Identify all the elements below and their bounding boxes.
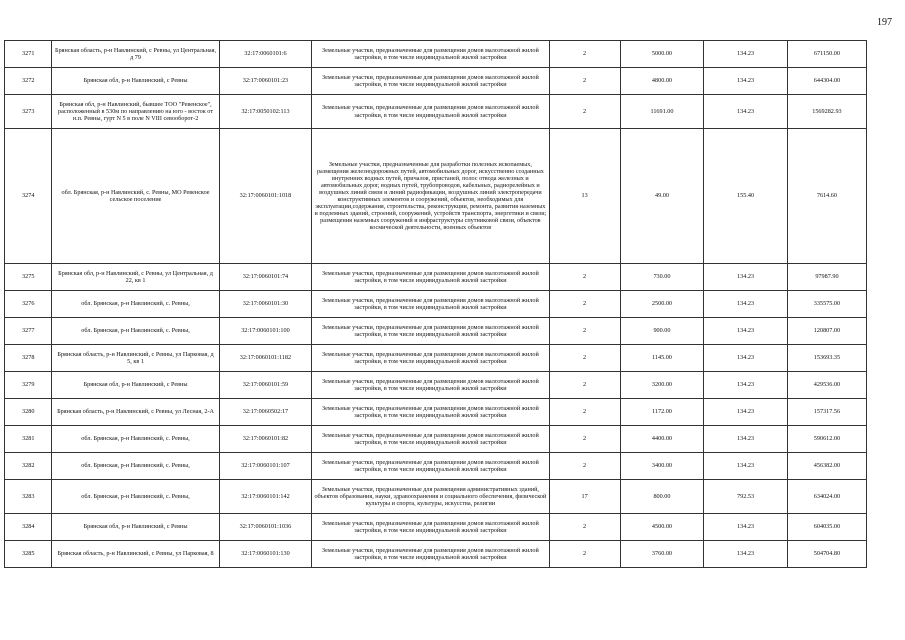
cadastral-number-cell: 32:17:0060101:107	[219, 453, 312, 480]
address-cell: Брянская область, р-н Навлинский, с Ревны, ул Лесная, 2-А	[52, 399, 219, 426]
row-number: 3281	[5, 426, 52, 453]
address-cell: Брянская область, р-н Навлинский, с Ревны, ул Парковая, 8	[52, 541, 219, 568]
area-cell: 3760.00	[620, 541, 704, 568]
land-use-cell: Земельные участки, предназначенные для размещения домов малоэтажной жилой застройки, в том числе индивидуальной жилой застройки	[312, 541, 549, 568]
use-code-cell: 2	[549, 514, 620, 541]
land-use-cell: Земельные участки, предназначенные для размещения домов малоэтажной жилой застройки, в том числе индивидуальной жилой застройки	[312, 264, 549, 291]
table-row	[5, 318, 867, 345]
address-cell: обл. Брянская, р-н Навлинский, с. Ревны,	[52, 480, 219, 514]
row-number: 3280	[5, 399, 52, 426]
cadastral-value-cell: 97987.90	[787, 264, 866, 291]
cadastral-number-cell: 32:17:0060101:30	[219, 291, 312, 318]
land-use-cell: Земельные участки, предназначенные для разработки полезных ископаемых, размещения железнодорожных путей, автомобильных дорог, искусственно созданных внутренних водных путей, причалов, пристаней, полос отвода железных и автомобильных дорог, водных путей, трубопроводов, кабельных, радиорелейных и воздушных линий связи и линий радиофикации, воздушных линий электропередачи конструктивных элементов и сооружений, объектов, необходимых для эксплуатации,содержания, строительства, реконструкции, ремонта, развития наземных и подземных зданий, строений, сооружений, устройств транспорта, энергетики и связи; размещения наземных сооружений и инфраструктуры спутниковой связи, объектов космической деятельности, военных объектов	[312, 129, 549, 264]
area-cell: 4800.00	[620, 68, 704, 95]
area-cell: 3200.00	[620, 372, 704, 399]
land-use-cell: Земельные участки, предназначенные для размещения домов малоэтажной жилой застройки, в том числе индивидуальной жилой застройки	[312, 426, 549, 453]
row-number: 3276	[5, 291, 52, 318]
area-cell: 5000.00	[620, 41, 704, 68]
table-row	[5, 264, 867, 291]
land-use-cell: Земельные участки, предназначенные для размещения домов малоэтажной жилой застройки, в том числе индивидуальной жилой застройки	[312, 318, 549, 345]
address-cell: Брянская обл, р-н Навлинский, с Ревны	[52, 372, 219, 399]
rate-cell: 134.23	[704, 426, 788, 453]
use-code-cell: 2	[549, 95, 620, 129]
land-use-cell: Земельные участки, предназначенные для размещения домов малоэтажной жилой застройки, в том числе индивидуальной жилой застройки	[312, 399, 549, 426]
row-number: 3282	[5, 453, 52, 480]
use-code-cell: 2	[549, 264, 620, 291]
use-code-cell: 17	[549, 480, 620, 514]
address-cell: обл. Брянская, р-н Навлинский, с. Ревны,	[52, 453, 219, 480]
address-cell: обл. Брянская, р-н Навлинский, с. Ревны,	[52, 318, 219, 345]
cadastral-value-cell: 671150.00	[787, 41, 866, 68]
cadastral-value-cell: 504704.80	[787, 541, 866, 568]
cadastral-value-cell: 335575.00	[787, 291, 866, 318]
rate-cell: 134.23	[704, 372, 788, 399]
row-number: 3283	[5, 480, 52, 514]
table-row	[5, 453, 867, 480]
rate-cell: 134.23	[704, 264, 788, 291]
cadastral-value-cell: 644304.00	[787, 68, 866, 95]
use-code-cell: 2	[549, 345, 620, 372]
rate-cell: 134.23	[704, 453, 788, 480]
rate-cell: 155.40	[704, 129, 788, 264]
table-row	[5, 345, 867, 372]
rate-cell: 792.53	[704, 480, 788, 514]
table-row	[5, 372, 867, 399]
rate-cell: 134.23	[704, 68, 788, 95]
area-cell: 4400.00	[620, 426, 704, 453]
rate-cell: 134.23	[704, 291, 788, 318]
use-code-cell: 2	[549, 68, 620, 95]
row-number: 3279	[5, 372, 52, 399]
land-use-cell: Земельные участки, предназначенные для размещения административных зданий, объектов образования, науки, здравоохранения и социального обеспечения, физической культуры и спорта, культуры, искусства, религии	[312, 480, 549, 514]
use-code-cell: 2	[549, 541, 620, 568]
cadastral-value-cell: 634024.00	[787, 480, 866, 514]
table-row	[5, 68, 867, 95]
row-number: 3285	[5, 541, 52, 568]
use-code-cell: 2	[549, 291, 620, 318]
land-use-cell: Земельные участки, предназначенные для размещения домов малоэтажной жилой застройки, в том числе индивидуальной жилой застройки	[312, 514, 549, 541]
address-cell: Брянская область, р-н Навлинский, с Ревны, ул Парковая, д 5, кв 1	[52, 345, 219, 372]
cadastral-number-cell: 32:17:0060101:6	[219, 41, 312, 68]
cadastral-value-cell: 7614.60	[787, 129, 866, 264]
table-body	[5, 41, 867, 568]
land-use-cell: Земельные участки, предназначенные для размещения домов малоэтажной жилой застройки, в том числе индивидуальной жилой застройки	[312, 41, 549, 68]
area-cell: 900.00	[620, 318, 704, 345]
cadastral-value-cell: 120807.00	[787, 318, 866, 345]
use-code-cell: 13	[549, 129, 620, 264]
table-row	[5, 95, 867, 129]
cadastral-number-cell: 32:17:0060101:74	[219, 264, 312, 291]
area-cell: 1172.00	[620, 399, 704, 426]
cadastral-value-cell: 604035.00	[787, 514, 866, 541]
rate-cell: 134.23	[704, 318, 788, 345]
cadastral-number-cell: 32:17:0060101:1018	[219, 129, 312, 264]
area-cell: 49.00	[620, 129, 704, 264]
area-cell: 11691.00	[620, 95, 704, 129]
table-row	[5, 129, 867, 264]
area-cell: 3400.00	[620, 453, 704, 480]
table-row	[5, 514, 867, 541]
table-row	[5, 399, 867, 426]
row-number: 3272	[5, 68, 52, 95]
cadastral-number-cell: 32:17:0060502:17	[219, 399, 312, 426]
cadastral-number-cell: 32:17:0050102:113	[219, 95, 312, 129]
cadastral-number-cell: 32:17:0060101:142	[219, 480, 312, 514]
use-code-cell: 2	[549, 372, 620, 399]
cadastral-value-cell: 456382.00	[787, 453, 866, 480]
table-row	[5, 541, 867, 568]
cadastral-value-cell: 1569282.93	[787, 95, 866, 129]
use-code-cell: 2	[549, 426, 620, 453]
cadastral-number-cell: 32:17:0060101:59	[219, 372, 312, 399]
table-row	[5, 480, 867, 514]
area-cell: 4500.00	[620, 514, 704, 541]
cadastral-number-cell: 32:17:0060101:100	[219, 318, 312, 345]
cadastral-number-cell: 32:17:0060101:23	[219, 68, 312, 95]
land-use-cell: Земельные участки, предназначенные для размещения домов малоэтажной жилой застройки, в том числе индивидуальной жилой застройки	[312, 95, 549, 129]
address-cell: Брянская обл, р-н Навлинский, с Ревны	[52, 514, 219, 541]
cadastral-value-table	[4, 40, 867, 568]
cadastral-value-cell: 153693.35	[787, 345, 866, 372]
row-number: 3284	[5, 514, 52, 541]
use-code-cell: 2	[549, 399, 620, 426]
rate-cell: 134.23	[704, 541, 788, 568]
area-cell: 2500.00	[620, 291, 704, 318]
row-number: 3274	[5, 129, 52, 264]
land-use-cell: Земельные участки, предназначенные для размещения домов малоэтажной жилой застройки, в том числе индивидуальной жилой застройки	[312, 372, 549, 399]
cadastral-value-cell: 157317.56	[787, 399, 866, 426]
row-number: 3278	[5, 345, 52, 372]
address-cell: обл. Брянская, р-н Навлинский, с. Ревны, МО Ревенское сельское поселение	[52, 129, 219, 264]
cadastral-value-cell: 590612.00	[787, 426, 866, 453]
use-code-cell: 2	[549, 41, 620, 68]
address-cell: Брянская обл, р-н Навлинский, с Ревны, ул Центральная, д 22, кв 1	[52, 264, 219, 291]
cadastral-value-cell: 429536.00	[787, 372, 866, 399]
address-cell: Брянская область, р-н Навлинский, с Ревны, ул Центральная, д 79	[52, 41, 219, 68]
cadastral-number-cell: 32:17:0060101:130	[219, 541, 312, 568]
address-cell: обл. Брянская, р-н Навлинский, с. Ревны,	[52, 291, 219, 318]
land-use-cell: Земельные участки, предназначенные для размещения домов малоэтажной жилой застройки, в том числе индивидуальной жилой застройки	[312, 453, 549, 480]
area-cell: 730.00	[620, 264, 704, 291]
page-number: 197	[877, 17, 892, 28]
row-number: 3271	[5, 41, 52, 68]
rate-cell: 134.23	[704, 345, 788, 372]
address-cell: Брянская обл, р-н Навлинский, с Ревны	[52, 68, 219, 95]
land-use-cell: Земельные участки, предназначенные для размещения домов малоэтажной жилой застройки, в том числе индивидуальной жилой застройки	[312, 68, 549, 95]
area-cell: 800.00	[620, 480, 704, 514]
use-code-cell: 2	[549, 453, 620, 480]
cadastral-number-cell: 32:17:0060101:1036	[219, 514, 312, 541]
use-code-cell: 2	[549, 318, 620, 345]
row-number: 3275	[5, 264, 52, 291]
table-row	[5, 41, 867, 68]
land-use-cell: Земельные участки, предназначенные для размещения домов малоэтажной жилой застройки, в том числе индивидуальной жилой застройки	[312, 345, 549, 372]
address-cell: обл. Брянская, р-н Навлинский, с. Ревны,	[52, 426, 219, 453]
table-row	[5, 426, 867, 453]
row-number: 3277	[5, 318, 52, 345]
rate-cell: 134.23	[704, 41, 788, 68]
rate-cell: 134.23	[704, 95, 788, 129]
area-cell: 1145.00	[620, 345, 704, 372]
rate-cell: 134.23	[704, 514, 788, 541]
table-row	[5, 291, 867, 318]
address-cell: Брянская обл, р-н Навлинский, бывшее ТОО "Ревенское", расположенный в 530м по направлению на юго - восток от н.п. Ревны, гурт N 5 в поле N VIII севооборот-2	[52, 95, 219, 129]
land-use-cell: Земельные участки, предназначенные для размещения домов малоэтажной жилой застройки, в том числе индивидуальной жилой застройки	[312, 291, 549, 318]
cadastral-number-cell: 32:17:0060101:1182	[219, 345, 312, 372]
row-number: 3273	[5, 95, 52, 129]
rate-cell: 134.23	[704, 399, 788, 426]
cadastral-number-cell: 32:17:0060101:82	[219, 426, 312, 453]
